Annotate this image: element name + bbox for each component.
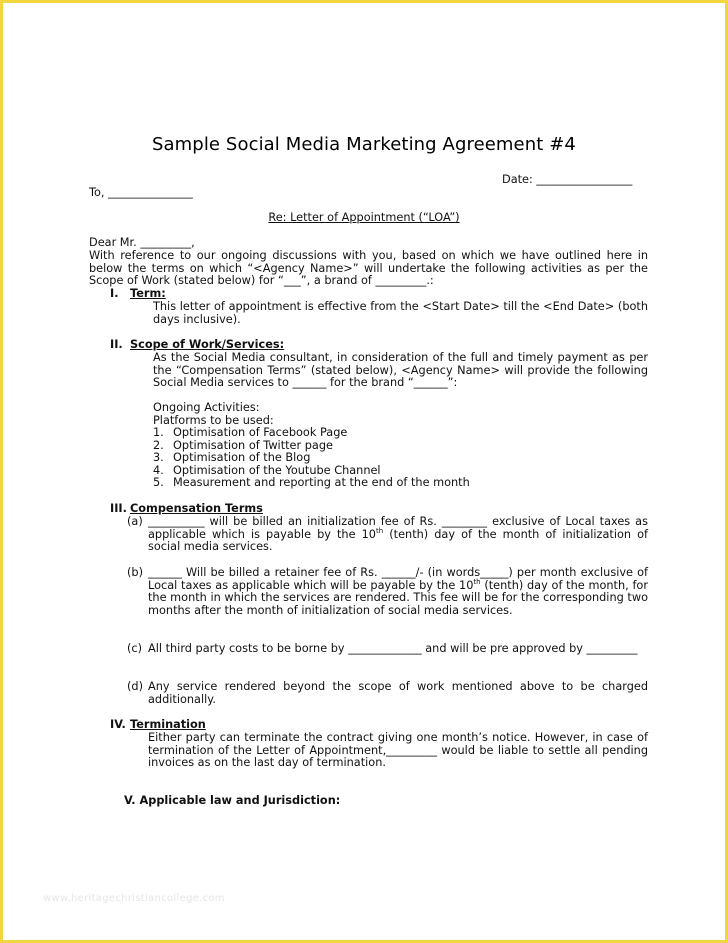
clause-label: (a)	[127, 515, 143, 528]
clause-label: (c)	[127, 642, 143, 655]
list-item-number: 1.	[153, 426, 164, 439]
date-line: Date: _________________	[502, 173, 633, 186]
clause-text: All third party costs to be borne by _____________ and will be pre approved by _________	[148, 642, 638, 655]
clause-text-part: __________ will be billed an initialization fee of Rs. ________ exclusive of Local taxes as applicable which is payable by the 10	[148, 515, 648, 541]
section-term-heading	[110, 288, 166, 301]
clause-text: Any service rendered beyond the scope of work mentioned above to be charged additionally.	[148, 680, 648, 706]
salutation: Dear Mr. _________,	[89, 236, 195, 249]
clause-text	[148, 516, 648, 554]
watermark-text: www.heritagechristiancollege.com	[43, 893, 225, 904]
list-item-text: Optimisation of Twitter page	[173, 438, 333, 452]
section-number: IV.	[110, 718, 126, 731]
list-item-text: Measurement and reporting at the end of the month	[173, 476, 470, 490]
clause-label: (d)	[127, 680, 143, 693]
list-item-text: Optimisation of Facebook Page	[173, 426, 348, 439]
list-item-number: 3.	[153, 451, 164, 465]
services-list	[153, 427, 470, 490]
section-number: I.	[110, 287, 119, 300]
clause-text-part: ______ Will be billed a retainer fee of Rs. ______/- (in words_____) per month exclusive of Local taxes as applicable which will be payable by the 10	[148, 566, 648, 592]
clause-text	[148, 567, 648, 617]
ordinal-suffix: th	[473, 577, 481, 586]
section-title: Scope of Work/Services:	[130, 338, 285, 351]
clause-text-part: (tenth) day of the month of initialization of social media services.	[148, 527, 648, 554]
subject-line: Re: Letter of Appointment (“LOA”)	[268, 211, 460, 224]
section-number: II.	[110, 338, 123, 351]
intro-paragraph: With reference to our ongoing discussions with you, based on which we have outlined here in below the terms on which “<Agency Name>” will undertake the following activities as per the Scope of Work (stated below) for “___”, a brand of _________.:	[89, 249, 648, 288]
section-title: Term:	[130, 287, 166, 300]
ordinal-suffix: th	[376, 526, 384, 535]
section-scope-heading	[110, 339, 284, 352]
document-title: Sample Social Media Marketing Agreement #4	[152, 134, 576, 155]
ongoing-activities-label: Ongoing Activities:	[153, 401, 260, 414]
list-item	[153, 477, 470, 490]
section-scope-body: As the Social Media consultant, in consideration of the full and timely payment as per the “Compensation Terms” (stated below), <Agency Name> will provide the following Social Media services to ______ for the brand “______”:	[153, 351, 648, 390]
section-title: Compensation Terms	[130, 502, 263, 515]
list-item-number: 5.	[153, 476, 164, 490]
list-item-text: Optimisation of the Blog	[173, 451, 311, 465]
section-term-body: This letter of appointment is effective from the <Start Date> till the <End Date> (both days inclusive).	[153, 300, 648, 326]
platforms-label: Platforms to be used:	[153, 414, 274, 427]
section-termination-heading	[110, 719, 206, 732]
section-compensation-heading	[110, 503, 263, 516]
section-number: III.	[110, 502, 127, 515]
list-item-text: Optimisation of the Youtube Channel	[173, 463, 381, 477]
clause-label: (b)	[127, 566, 143, 579]
clause-text-part: (tenth) day of the month, for the month in which the services are rendered. This fee will be for the corresponding two months after the month of initialization of social media services.	[148, 578, 648, 617]
section-law-heading: V. Applicable law and Jurisdiction:	[124, 794, 341, 807]
list-item-number: 2.	[153, 438, 164, 452]
section-title: Termination	[130, 718, 206, 731]
list-item-number: 4.	[153, 463, 164, 477]
section-termination-body: Either party can terminate the contract giving one month’s notice. However, in case of termination of the Letter of Appointment,_________ would be liable to settle all pending invoices as on the last day of termination.	[148, 731, 648, 770]
to-line: To, _______________	[89, 186, 193, 199]
